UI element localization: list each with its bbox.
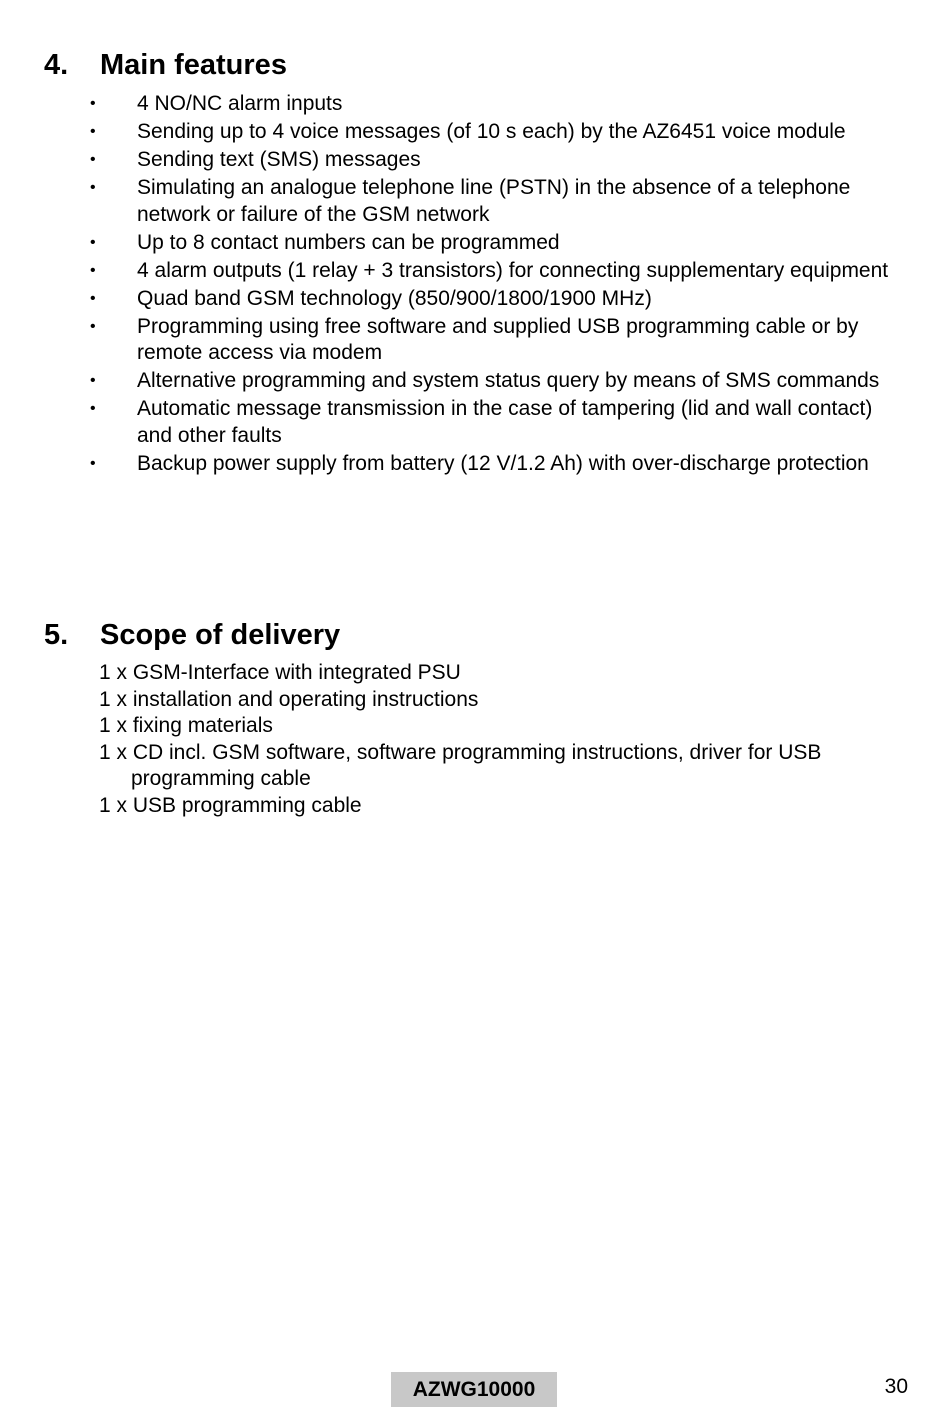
list-item (0, 368, 950, 395)
list-item-text: Backup power supply from battery (12 V/1.2 Ah) with over-discharge protection (137, 451, 869, 475)
list-item: 1 x installation and operating instructions (99, 687, 479, 711)
bullet-icon: • (90, 261, 96, 279)
list-item-text: Sending up to 4 voice messages (of 10 s each) by the AZ6451 voice module (137, 120, 846, 143)
bullet-icon: • (90, 289, 96, 307)
section-number: 4. (44, 49, 69, 81)
bullet-icon: • (90, 179, 96, 196)
section-heading-main-features (44, 48, 287, 82)
list-item-text: Automatic message transmission in the case of tampering (lid and wall contact) and other faults (137, 397, 873, 447)
list-item-text: Alternative programming and system status query by means of SMS commands (137, 369, 880, 392)
list-item-text: 4 alarm outputs (1 relay + 3 transistors) for connecting supplementary equipment (137, 258, 889, 282)
list-item-text: Simulating an analogue telephone line (PSTN) in the absence of a telephone network or failure of the GSM network (137, 176, 851, 226)
section-heading-scope-of-delivery (44, 618, 340, 652)
list-item-text: 4 NO/NC alarm inputs (137, 92, 343, 115)
section-number: 5. (44, 619, 69, 651)
list-item (0, 314, 950, 367)
list-item (0, 230, 950, 257)
list-item: 1 x USB programming cable (99, 793, 362, 817)
bullet-icon: • (90, 400, 96, 417)
list-item (0, 396, 950, 449)
list-item-text: Sending text (SMS) messages (137, 148, 421, 171)
list-item (0, 147, 950, 174)
list-item (0, 286, 950, 313)
product-code-label: AZWG10000 (391, 1372, 557, 1407)
list-item-text: Quad band GSM technology (850/900/1800/1900 MHz) (137, 286, 652, 310)
list-item (0, 175, 950, 228)
scope-of-delivery-list (0, 660, 950, 819)
list-item (0, 119, 950, 146)
list-item-text: Programming using free software and supplied USB programming cable or by remote access via modem (137, 314, 859, 364)
page-number: 30 (884, 1375, 908, 1398)
bullet-icon: • (90, 151, 96, 168)
section-title: Scope of delivery (100, 619, 341, 651)
bullet-icon: • (90, 95, 96, 112)
list-item (0, 91, 950, 118)
bullet-icon: • (90, 372, 96, 389)
list-item: 1 x fixing materials (99, 714, 273, 737)
bullet-icon: • (90, 233, 96, 251)
list-item-text: Up to 8 contact numbers can be programmed (137, 230, 560, 254)
list-item (0, 451, 950, 478)
list-item: 1 x GSM-Interface with integrated PSU (99, 661, 461, 684)
list-item: 1 x CD incl. GSM software, software programming instructions, driver for USB programming cable (99, 740, 822, 790)
section-title: Main features (100, 49, 287, 81)
main-features-list (0, 91, 950, 479)
bullet-icon: • (90, 317, 96, 335)
list-item (0, 258, 950, 285)
bullet-icon: • (90, 123, 96, 140)
bullet-icon: • (90, 454, 96, 472)
